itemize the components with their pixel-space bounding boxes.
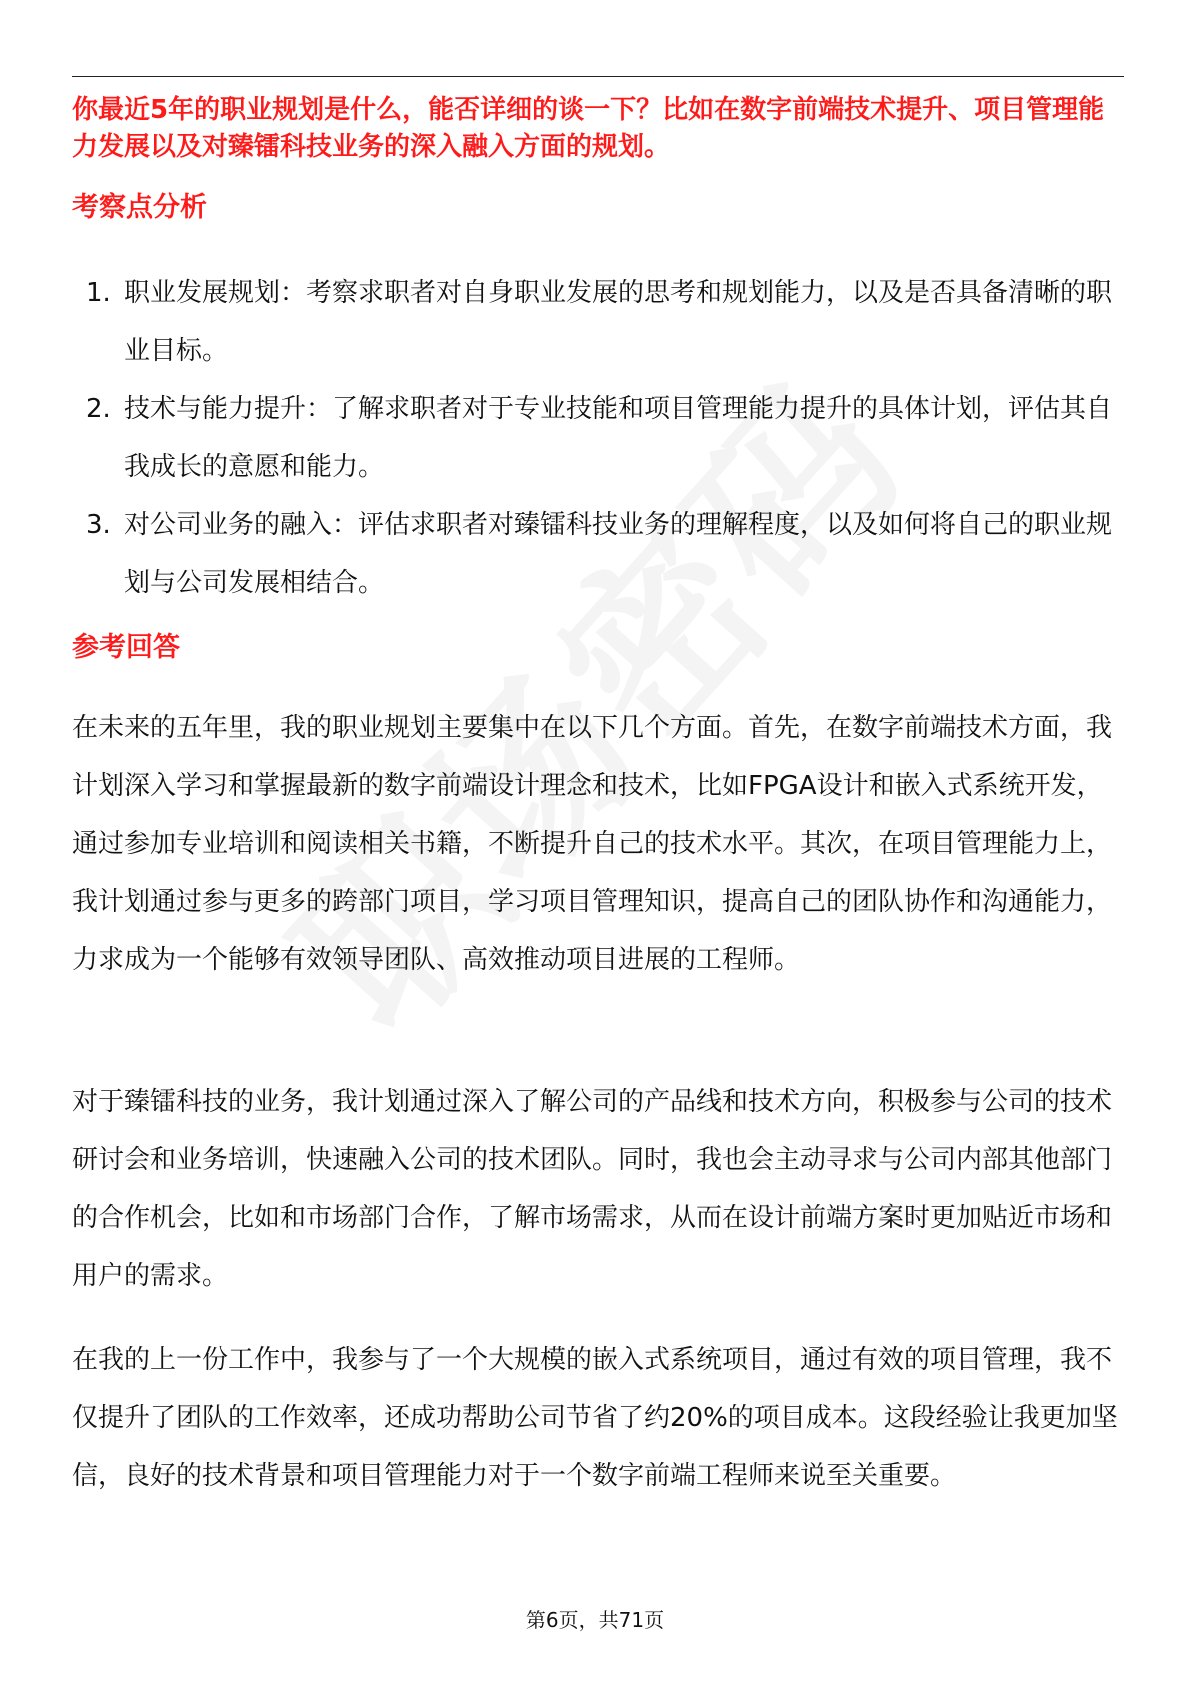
answer-paragraph: 对于臻镭科技的业务，我计划通过深入了解公司的产品线和技术方向，积极参与公司的技术研讨会和业务培训，快速融入公司的技术团队。同时，我也会主动寻求与公司内部其他部门的合作机会，比如和市场部门合作，了解市场需求，从而在设计前端方案时更加贴近市场和用户的需求。	[72, 1087, 1113, 1291]
analysis-heading: 考察点分析	[72, 192, 207, 223]
analysis-item-number: 3.	[86, 510, 111, 540]
answer-paragraph: 在我的上一份工作中，我参与了一个大规模的嵌入式系统项目，通过有效的项目管理，我不仅提升了团队的工作效率，还成功帮助公司节省了约20%的项目成本。这段经验让我更加坚信，良好的技术背景和项目管理能力对于一个数字前端工程师来说至关重要。	[72, 1345, 1118, 1491]
analysis-item	[72, 380, 1124, 496]
top-divider	[72, 76, 1124, 77]
analysis-item-number: 1.	[86, 278, 111, 308]
analysis-item-text: 职业发展规划：考察求职者对自身职业发展的思考和规划能力，以及是否具备清晰的职业目标。	[124, 278, 1113, 366]
analysis-item-number: 2.	[86, 394, 111, 424]
analysis-item	[72, 496, 1124, 612]
analysis-item	[72, 264, 1124, 380]
question-text: 你最近5年的职业规划是什么，能否详细的谈一下？比如在数字前端技术提升、项目管理能力发展以及对臻镭科技业务的深入融入方面的规划。	[72, 95, 1105, 162]
answer-paragraph: 在未来的五年里，我的职业规划主要集中在以下几个方面。首先，在数字前端技术方面，我计划深入学习和掌握最新的数字前端设计理念和技术，比如FPGA设计和嵌入式系统开发，通过参加专业培训和阅读相关书籍，不断提升自己的技术水平。其次，在项目管理能力上，我计划通过参与更多的跨部门项目，学习项目管理知识，提高自己的团队协作和沟通能力，力求成为一个能够有效领导团队、高效推动项目进展的工程师。	[72, 713, 1113, 975]
analysis-item-text: 对公司业务的融入：评估求职者对臻镭科技业务的理解程度，以及如何将自己的职业规划与公司发展相结合。	[124, 510, 1113, 598]
analysis-item-text: 技术与能力提升：了解求职者对于专业技能和项目管理能力提升的具体计划，评估其自我成长的意愿和能力。	[124, 394, 1113, 482]
answer-heading: 参考回答	[72, 632, 180, 663]
page-number: 第6页，共71页	[525, 1608, 665, 1632]
analysis-list	[72, 264, 1124, 612]
